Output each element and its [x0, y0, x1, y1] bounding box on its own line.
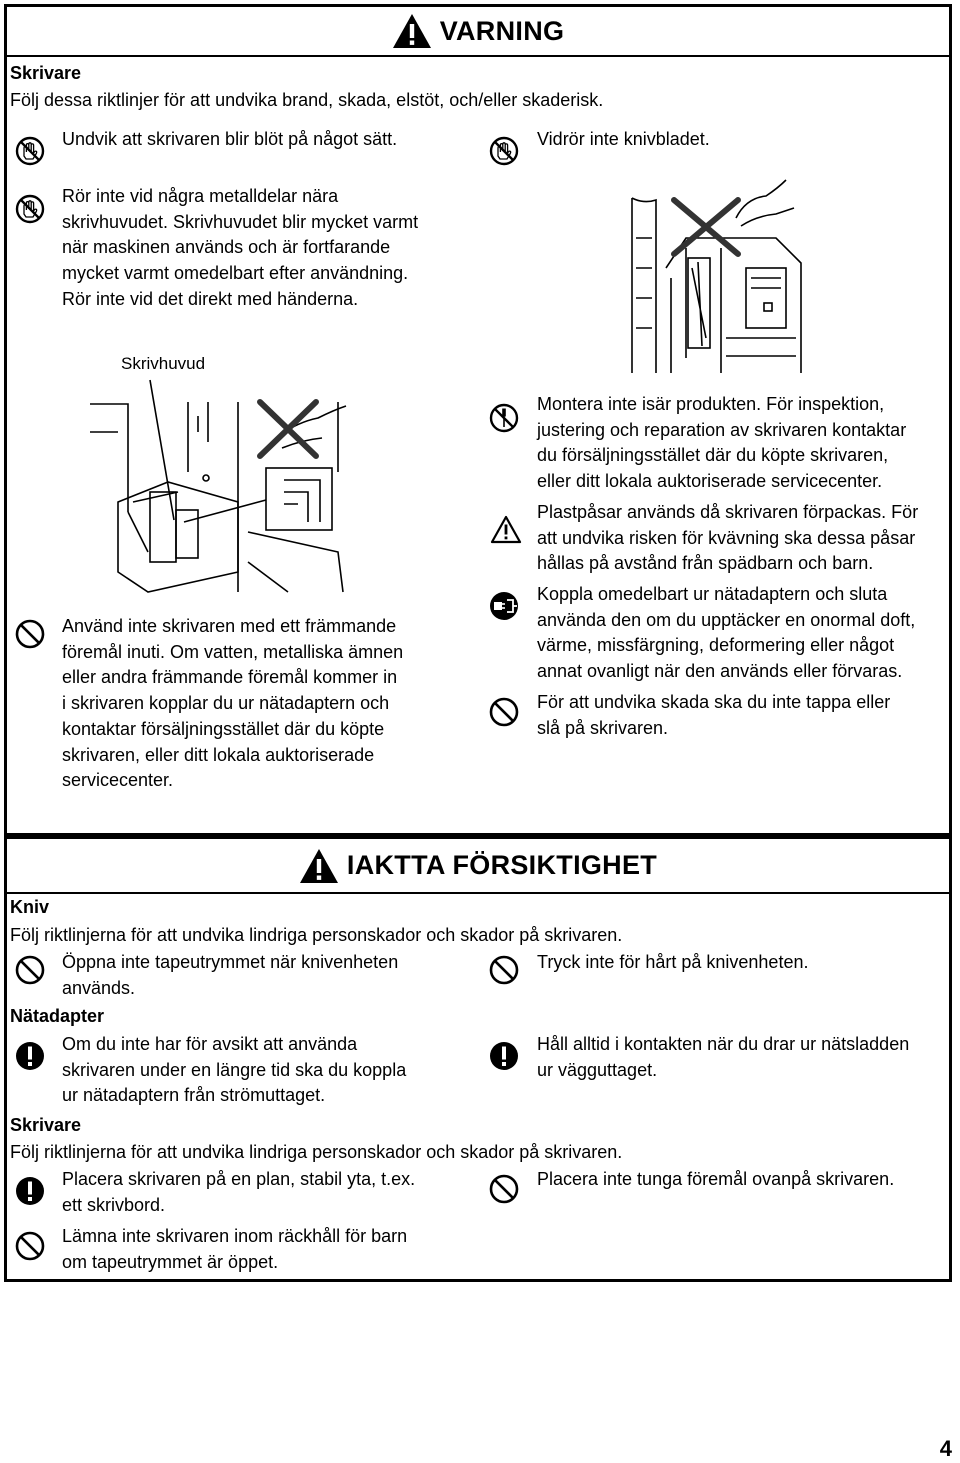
mandatory-action-icon — [488, 1040, 520, 1072]
printhead-illustration — [88, 372, 350, 600]
printhead-label: Skrivhuvud — [121, 354, 206, 373]
caution-printer-lead: Följ riktlinjerna för att undvika lindriga personskador och skador på skrivaren. — [10, 1142, 623, 1162]
warning-item-foreign: Använd inte skrivaren med ett främmande föremål inuti. Om vatten, metalliska ämnen eller andra främmande föremål kommer in i skrivaren kopplar du ur nätadaptern och kontaktar försäljningsstället där du köpte skrivaren, eller ditt lokala auktoriserade servicecenter. — [62, 616, 404, 791]
no-touch-icon — [488, 135, 520, 167]
warning-printer-lead: Följ dessa riktlinjer för att undvika brand, skada, elstöt, och/eller skaderisk. — [10, 90, 604, 110]
unplug-icon — [488, 590, 520, 622]
warning-printer-heading: Skrivare — [10, 63, 82, 83]
knife-heading: Kniv — [10, 897, 50, 917]
no-wet-hands-icon — [14, 135, 46, 167]
warning-title-bar — [7, 7, 949, 57]
prohibition-icon — [488, 954, 520, 986]
caution-item-children: Lämna inte skrivaren inom räckhåll för barn om tapeutrymmet är öppet. — [62, 1226, 408, 1272]
caution-item-heavy: Placera inte tunga föremål ovanpå skrivaren. — [537, 1169, 895, 1189]
caution-item-hold-plug: Håll alltid i kontakten när du drar ur nätsladden ur vägguttaget. — [537, 1034, 910, 1080]
page-number: 4 — [939, 1436, 952, 1461]
caution-item-unplug-long: Om du inte har för avsikt att använda skrivaren under en längre tid ska du koppla ur nätadaptern från strömuttaget. — [62, 1034, 407, 1106]
caution-title: IAKTTA FÖRSIKTIGHET — [346, 850, 658, 880]
caution-item-tape-open: Öppna inte tapeutrymmet när knivenheten används. — [62, 952, 399, 998]
caution-title-bar — [7, 839, 949, 894]
caution-triangle-icon — [490, 514, 522, 546]
no-disassembly-icon — [488, 402, 520, 434]
no-touch-icon — [14, 193, 46, 225]
warning-item-blade: Vidrör inte knivbladet. — [537, 129, 710, 149]
caution-item-flat: Placera skrivaren på en plan, stabil yta, t.ex. ett skrivbord. — [62, 1169, 416, 1215]
mandatory-action-icon — [14, 1175, 46, 1207]
caution-printer-heading: Skrivare — [10, 1115, 82, 1135]
warning-item-bags: Plastpåsar används då skrivaren förpackas. För att undvika risken för kvävning ska dessa påsar hållas på avstånd från spädbarn och barn. — [537, 502, 919, 574]
cutter-blade-illustration — [626, 178, 806, 378]
alert-triangle-icon — [299, 848, 339, 884]
alert-triangle-icon — [392, 13, 432, 49]
adapter-heading: Nätadapter — [10, 1006, 105, 1026]
prohibition-icon — [488, 696, 520, 728]
mandatory-action-icon — [14, 1040, 46, 1072]
warning-title: VARNING — [439, 15, 565, 46]
prohibition-icon — [14, 618, 46, 650]
prohibition-icon — [14, 954, 46, 986]
warning-item-wet: Undvik att skrivaren blir blöt på något sätt. — [62, 129, 398, 149]
warning-item-disassemble: Montera inte isär produkten. För inspektion, justering och reparation av skrivaren kontaktar du försäljningsstället där du köpte skrivaren, eller ditt lokala auktoriserade servicecenter. — [537, 394, 907, 492]
prohibition-icon — [488, 1173, 520, 1205]
warning-item-unplug: Koppla omedelbart ur nätadaptern och sluta använda den om du upptäcker en onormal doft, värme, missfärgning, deformering eller något annat ovanligt när den används eller förvaras. — [537, 584, 916, 682]
knife-lead: Följ riktlinjerna för att undvika lindriga personskador och skador på skrivaren. — [10, 925, 623, 945]
prohibition-icon — [14, 1230, 46, 1262]
warning-item-metal: Rör inte vid några metalldelar nära skrivhuvudet. Skrivhuvudet blir mycket varmt när maskinen används och är fortfarande mycket varmt omedelbart efter användning. Rör inte vid det direkt med händerna. — [62, 186, 419, 309]
caution-item-press: Tryck inte för hårt på knivenheten. — [537, 952, 809, 972]
warning-item-drop: För att undvika skada ska du inte tappa eller slå på skrivaren. — [537, 692, 891, 738]
